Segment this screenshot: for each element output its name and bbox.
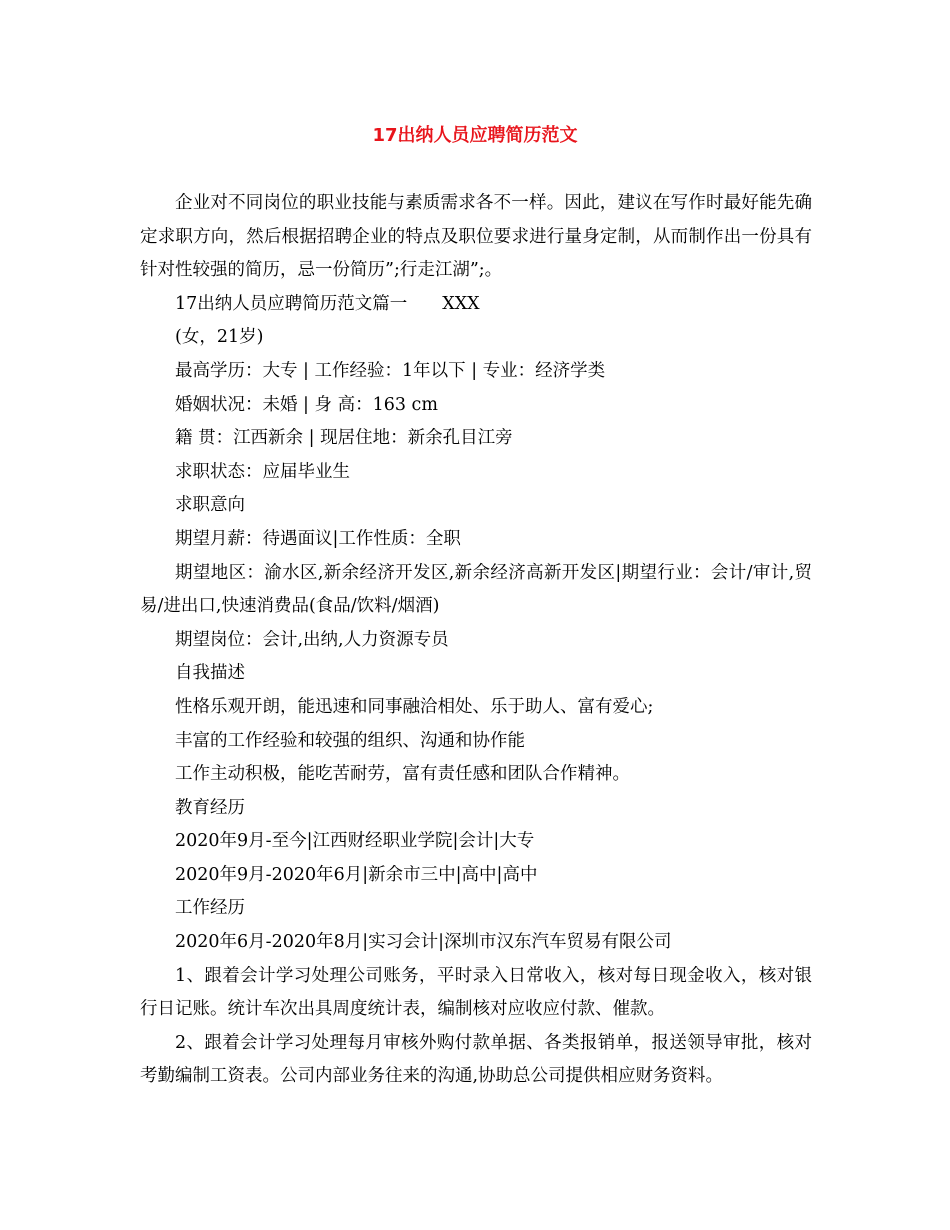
resume-header-line: 17出纳人员应聘简历范文篇一 XXX bbox=[175, 293, 480, 314]
duty-paragraph-1: 1、跟着会计学习处理公司账务，平时录入日常收入，核对每日现金收入，核对银行日记账。统计车次出具周度统计表，编制核对应收应付款、催款。 bbox=[140, 965, 812, 1020]
document-body bbox=[140, 187, 812, 1094]
hometown-residence-line: 籍 贯：江西新余 | 现居住地：新余孔目江旁 bbox=[175, 428, 513, 449]
gender-age-line: (女，21岁) bbox=[175, 327, 264, 348]
work-history-heading: 工作经历 bbox=[175, 898, 245, 919]
personality-line: 性格乐观开朗，能迅速和同事融洽相处、乐于助人、富有爱心; bbox=[175, 696, 654, 717]
self-description-heading: 自我描述 bbox=[175, 663, 245, 684]
desired-position-line: 期望岗位：会计,出纳,人力资源专员 bbox=[175, 629, 449, 650]
salary-nature-line: 期望月薪：待遇面议|工作性质：全职 bbox=[175, 528, 461, 549]
job-intention-heading: 求职意向 bbox=[175, 495, 245, 516]
region-industry-paragraph: 期望地区：渝水区,新余经济开发区,新余经济高新开发区|期望行业：会计/审计,贸易/进出口,快速消费品(食品/饮料/烟酒) bbox=[140, 562, 812, 617]
education-entry-college: 2020年9月-至今|江西财经职业学院|会计|大专 bbox=[175, 831, 535, 852]
education-heading: 教育经历 bbox=[175, 797, 245, 818]
work-entry-internship: 2020年6月-2020年8月|实习会计|深圳市汉东汽车贸易有限公司 bbox=[175, 932, 672, 953]
education-experience-line: 最高学历：大专 | 工作经验：1年以下 | 专业：经济学类 bbox=[175, 360, 606, 381]
intro-paragraph: 企业对不同岗位的职业技能与素质需求各不一样。因此，建议在写作时最好能先确定求职方向，然后根据招聘企业的特点及职位要求进行量身定制，从而制作出一份具有针对性较强的简历，忌一份简历”;行走江湖”;。 bbox=[140, 193, 812, 281]
job-status-line: 求职状态：应届毕业生 bbox=[175, 461, 350, 482]
education-entry-highschool: 2020年9月-2020年6月|新余市三中|高中|高中 bbox=[175, 864, 538, 885]
ability-line: 丰富的工作经验和较强的组织、沟通和协作能 bbox=[175, 730, 525, 751]
duty-paragraph-2: 2、跟着会计学习处理每月审核外购付款单据、各类报销单，报送领导审批，核对考勤编制工资表。公司内部业务往来的沟通,协助总公司提供相应财务资料。 bbox=[140, 1032, 812, 1087]
marital-height-line: 婚姻状况：未婚 | 身 高：163 cm bbox=[175, 394, 438, 415]
attitude-line: 工作主动积极，能吃苦耐劳，富有责任感和团队合作精神。 bbox=[175, 764, 630, 785]
document-title: 17出纳人员应聘简历范文 bbox=[372, 125, 578, 146]
